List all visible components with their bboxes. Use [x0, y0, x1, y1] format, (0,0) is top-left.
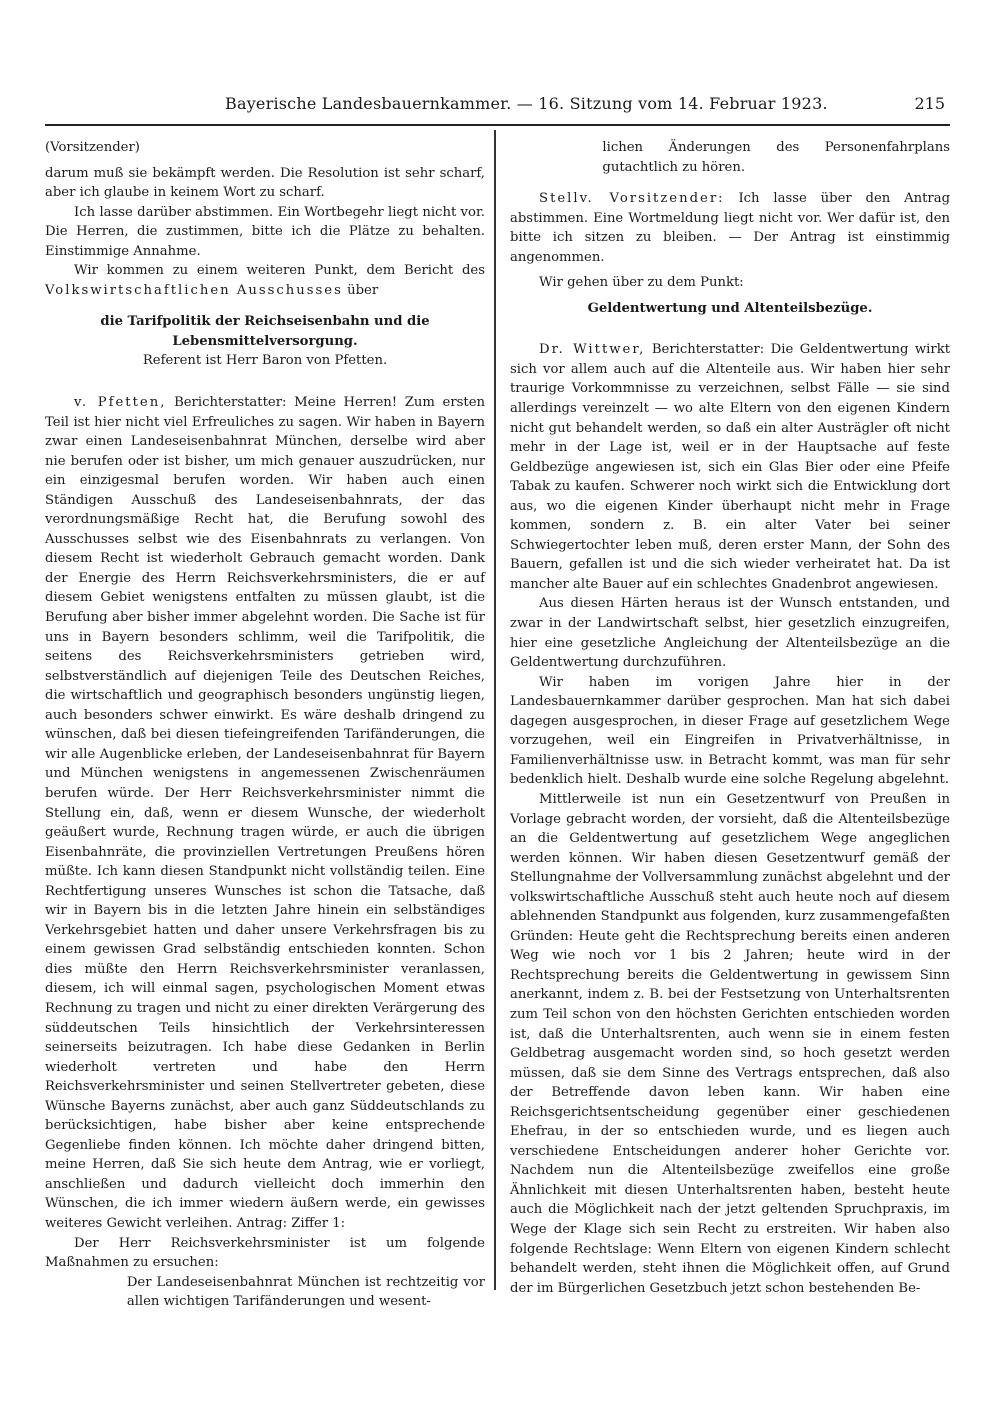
paragraph: Der Herr Reichsverkehrsminister ist um folgende Maßnahmen zu ersuchen:	[45, 1235, 485, 1271]
running-title: Bayerische Landesbauernkammer. — 16. Sitzung vom 14. Februar 1923.	[225, 94, 828, 113]
header-rule	[45, 124, 950, 126]
paragraph: Wir gehen über zu dem Punkt:	[539, 275, 744, 291]
committee-name: Volkswirtschaftlichen Ausschusses	[45, 282, 343, 298]
section-heading: Geldentwertung und Altenteilsbezüge.	[587, 300, 873, 316]
page-number: 215	[914, 94, 945, 113]
text-run: Berichterstatter: Die Geldentwertung wirkt sich vor allem auch auf die Altenteile aus. Wir haben hier sehr traurige Vorkommnisse zu verzeichnen, selbst Fälle — sie sind allerdings vereinzelt — wo alte Eltern von den eigenen Kindern nicht gut behandelt werden, so daß ein alter Austrägler oft nicht mehr in der Lage ist, weil er in der Hauptsache auf feste Geldbezüge angewiesen ist, sich ein Glas Bier oder eine Pfeife Tabak zu kaufen. Schwerer noch wirkt sich die Entwicklung dort aus, wo die eigenen Kinder überhaupt nicht mehr in Frage kommen, sondern z. B. ein alter Vater bei seiner Schwiegertochter leben muß, deren erster Mann, der Sohn des Bauern, gefallen ist und die sich wieder verheiratet hat. Da ist mancher alte Bauer auf ein schlechtes Gnadenbrot angewiesen.	[510, 342, 950, 592]
paragraph: Ich lasse darüber abstimmen. Ein Wortbegehr liegt nicht vor. Die Herren, die zustimmen, bitte ich die Plätze zu behalten. Einstimmige Annahme.	[45, 204, 485, 259]
speaker-name: Dr. Wittwer,	[539, 342, 646, 358]
speaker-name: Stellv. Vorsitzender:	[539, 191, 725, 207]
paragraph: Aus diesen Härten heraus ist der Wunsch entstanden, und zwar in der Landwirtschaft selbst, hier gesetzlich einzugreifen, hier eine gesetzliche Angleichung der Altenteilsbezüge an die Geldentwertung durchzuführen.	[510, 596, 950, 671]
paragraph	[510, 340, 950, 594]
text-run: Berichterstatter: Meine Herren! Zum ersten Teil ist hier nicht viel Erfreuliches zu sagen. Wir haben in Bayern zwar einen Landeseisenbahnrat München, derselbe wird aber nie berufen oder ist bisher, um mich genauer auszudrücken, nur ein einzigesmal berufen worden. Wir haben auch einen Ständigen Ausschuß des Landeseisenbahnrats, der das verordnungsmäßige Recht hat, die Berufung sowohl des Ausschusses selbst wie des Eisenbahnrats zu verlangen. Von diesem Recht ist wiederholt Gebrauch gemacht worden. Dank der Energie des Herrn Reichsverkehrsministers, die er auf diesem Gebiet wenigstens entfalten zu müssen glaubt, ist die Berufung aber bisher immer abgelehnt worden. Die Sache ist für uns in Bayern besonders schlimm, weil die Tarifpolitik, die seitens des Reichsverkehrsministers getrieben wird, selbstverständlich auf diejenigen Teile des Deutschen Reiches, die wirtschaftlich und geographisch besonders ungünstig liegen, auch besonders schwer einwirkt. Es wäre deshalb dringend zu wünschen, daß bei diesen tiefeingreifenden Tarifänderungen, die wir alle Augenblicke erleben, der Landeseisenbahnrat für Bayern und München wenigstens in angemessenen Zwischenräumen berufen würde. Der Herr Reichsverkehrsminister nimmt die Stellung ein, daß, wenn er diesem Wunsche, der wiederholt geäußert wurde, Rechnung tragen würde, er auch die übrigen Eisenbahnräte, die provinziellen Vertretungen Preußens hören müßte. Ich kann diesen Standpunkt nicht vollständig teilen. Eine Rechtfertigung unseres Wunsches ist schon die Tatsache, daß wir in Bayern bis in die letzten Jahre hinein ein selbständiges Verkehrsgebiet hatten und daher unsere Verkehrsfragen bis zu einem gewissen Grad selbständig entschieden konnten. Schon dies müßte den Herrn Reichsverkehrsminister veranlassen, diesem, ich will einmal sagen, psychologischen Moment etwas Rechnung zu tragen und nicht zu einer direkten Verärgerung des süddeutschen Teils hinsichtlich der Verkehrsinteressen seinerseits beizutragen. Ich habe diese Gedanken in Berlin wiederholt vertreten und habe den Herrn Reichsverkehrsminister und seinen Stellvertreter gebeten, diese Wünsche Bayerns zunächst, aber auch ganz Süddeutschlands zu berücksichtigen, habe bisher aber keine entsprechende Gegenliebe finden können. Ich möchte daher dringend bitten, meine Herren, daß Sie sich heute dem Antrag, wie er vorliegt, anschließen und dadurch vielleicht doch immerhin den Wünschen, die ich immer wiedern äußern werde, ein gewisses weiteres Gewicht verleihen. Antrag: Ziffer 1:	[45, 395, 485, 1231]
referent-line: Referent ist Herr Baron von Pfetten.	[142, 353, 388, 369]
text-run: über	[347, 282, 379, 298]
right-column	[510, 138, 950, 1298]
page-header	[45, 94, 945, 118]
paragraph: darum muß sie bekämpft werden. Die Resolution ist sehr scharf, aber ich glaube in keinem Wort zu scharf.	[45, 165, 485, 201]
paragraph	[510, 189, 950, 267]
motion-text: Der Landeseisenbahnrat München ist rechtzeitig vor allen wichtigen Tarifänderungen und wesent-	[126, 1274, 485, 1310]
speaker-label: (Vorsitzender)	[45, 140, 140, 155]
paragraph: Mittlerweile ist nun ein Gesetzentwurf von Preußen in Vorlage gebracht worden, der vorsieht, daß die Altenteilsbezüge an die Geldentwertung auf gesetzlichem Wege angeglichen werden können. Wir haben diesen Gesetzentwurf gemäß der Stellungnahme der Vollversammlung zunächst abgelehnt und der volkswirtschaftliche Ausschuß steht auch heute noch auf diesem ablehnenden Standpunkt aus folgenden, kurz zusammengefaßten Gründen: Heute geht die Rechtsprechung bereits einen anderen Weg wie noch vor 1 bis 2 Jahren; heute wird in der Rechtsprechung bereits die Geldentwertung in gewissem Sinn anerkannt, indem z. B. bei der Festsetzung von Unterhaltsrenten zum Teil schon von den höchsten Gerichten entschieden worden ist, daß die Unterhaltsrenten, auch wenn sie in einem festen Geldbetrag ausgemacht worden sind, so hoch gesetzt werden müssen, daß sie dem Sinne des Vertrags entsprechen, daß also der Betreffende davon leben kann. Wir haben eine Reichsgerichtsentscheidung gegenüber einer geschiedenen Ehefrau, in der so entschieden wurde, und es liegen auch verschiedene Entscheidungen anderer hoher Gerichte vor. Nachdem nun die Altenteilsbezüge zweifellos eine große Ähnlichkeit mit diesen Unterhaltsrenten haben, besteht heute auch die Möglichkeit nach der jetzt geltenden Spruchpraxis, im Wege der Klage sich sein Recht zu erstreiten. Wir haben also folgende Rechtslage: Wenn Eltern von eigenen Kindern schlecht behandelt werden, steht ihnen die Möglichkeit offen, auf Grund der im Bürgerlichen Gesetzbuch jetzt schon bestehenden Be-	[510, 791, 950, 1296]
motion-text-continued: lichen Änderungen des Personenfahrplans gutachtlich zu hören.	[602, 140, 950, 175]
paragraph	[45, 261, 485, 300]
left-column	[45, 138, 485, 1312]
text-run: Ich lasse über den Antrag abstimmen. Eine Wortmeldung liegt nicht vor. Wer dafür ist, den bitte ich sitzen zu bleiben. — Der Antrag ist einstimmig angenommen.	[510, 191, 951, 265]
column-divider	[494, 130, 496, 1290]
speaker-name: v. Pfetten,	[74, 395, 167, 411]
section-heading: die Tarifpolitik der Reichseisenbahn und die Lebensmittelversorgung.	[100, 314, 430, 349]
paragraph	[45, 393, 485, 1234]
text-run: Wir kommen zu einem weiteren Punkt, dem Bericht des	[74, 263, 485, 279]
paragraph: Wir haben im vorigen Jahre hier in der Landesbauernkammer darüber gesprochen. Man hat sich dabei dagegen ausgesprochen, in dieser Frage auf gesetzlichem Wege vorzugehen, weil ein Eingreifen in Privatverhältnisse, in Familienverhältnisse usw. in Betracht kommt, was man für sehr bedenklich hielt. Deshalb wurde eine solche Regelung abgelehnt.	[510, 674, 950, 788]
